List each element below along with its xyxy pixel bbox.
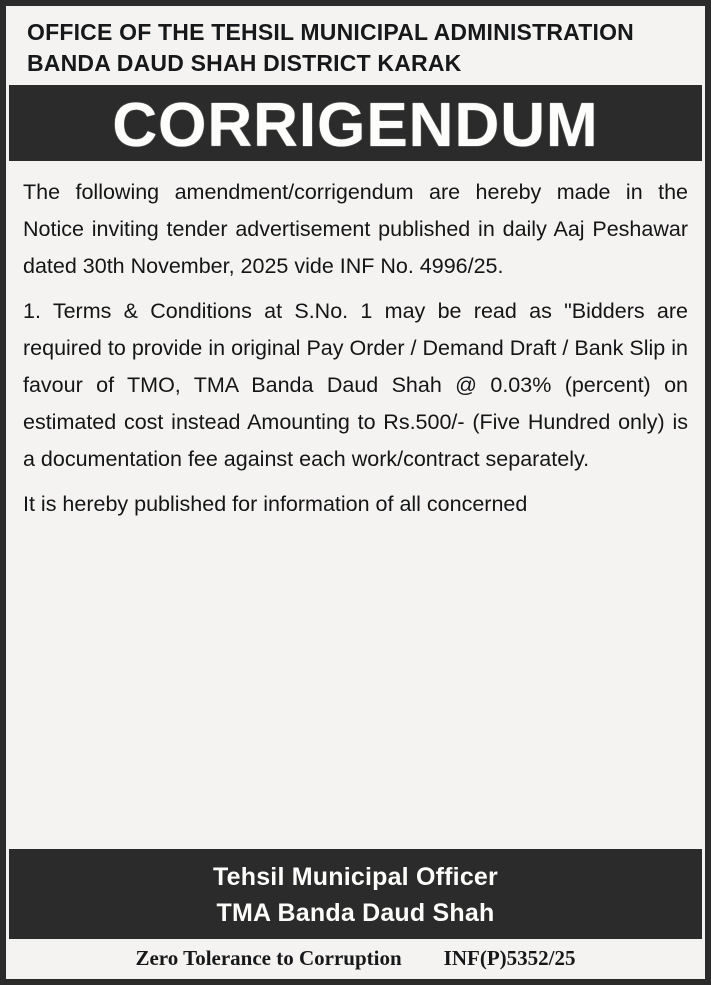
signature-office: TMA Banda Daud Shah xyxy=(216,898,495,927)
body-spacer xyxy=(23,531,688,842)
office-header xyxy=(9,9,702,88)
notice-container xyxy=(6,6,705,979)
footer-bar xyxy=(9,939,702,976)
footer-slogan: Zero Tolerance to Corruption xyxy=(135,946,402,970)
office-header-line-2: BANDA DAUD SHAH DISTRICT KARAK xyxy=(27,50,462,77)
signature-block xyxy=(9,849,702,940)
title-band xyxy=(9,88,702,164)
document-title: CORRIGENDUM xyxy=(112,91,599,161)
office-header-line-1: OFFICE OF THE TEHSIL MUNICIPAL ADMINISTRATION xyxy=(27,19,634,45)
body-paragraph-3: It is hereby published for information of all concerned xyxy=(23,492,528,517)
notice-body xyxy=(9,164,702,848)
footer-inf-number: INF(P)5352/25 xyxy=(443,946,576,970)
body-paragraph-2: 1. Terms & Conditions at S.No. 1 may be read as "Bidders are required to provide in original Pay Order / Demand Draft / Bank Slip in favour of TMO, TMA Banda Daud Shah @ 0.03% (percent) on estimated cost instead Amounting to Rs.500/- (Five Hundred only) is a documentation fee against each work/contract separately. xyxy=(23,299,688,472)
signature-designation: Tehsil Municipal Officer xyxy=(213,862,498,891)
body-paragraph-1: The following amendment/corrigendum are hereby made in the Notice inviting tender advertisement published in daily Aaj Peshawar dated 30th November, 2025 vide INF No. 4996/25. xyxy=(23,180,688,279)
